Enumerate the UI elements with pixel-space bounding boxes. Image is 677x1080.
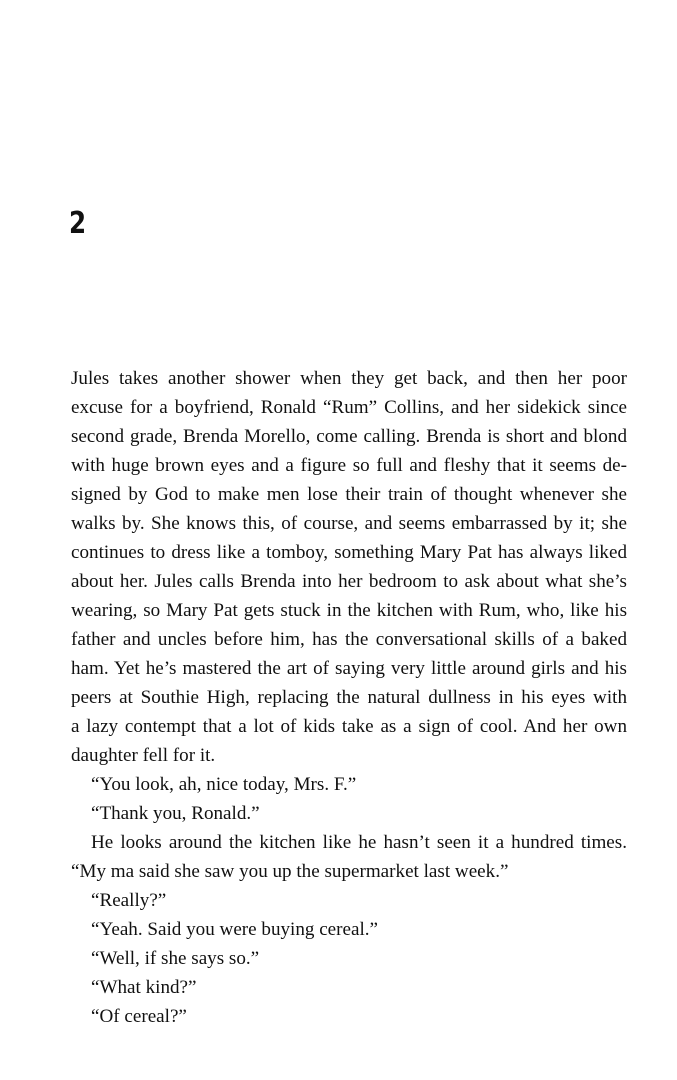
text-line: about her. Jules calls Brenda into her bedroom to ask about what she’s	[71, 571, 627, 592]
text-line: a lazy contempt that a lot of kids take as a sign of cool. And her own	[71, 716, 627, 737]
text-line: signed by God to make men lose their train of thought whenever she	[71, 484, 627, 505]
text-line: with huge brown eyes and a figure so full and fleshy that it seems de-	[71, 455, 627, 476]
text-line: continues to dress like a tomboy, something Mary Pat has always liked	[71, 542, 627, 563]
dialogue-line: “You look, ah, nice today, Mrs. F.”	[91, 774, 357, 795]
dialogue-line: “What kind?”	[91, 977, 197, 998]
dialogue-line: “My ma said she saw you up the supermarket last week.”	[71, 861, 509, 882]
dialogue-line: “Thank you, Ronald.”	[91, 803, 260, 824]
text-line: ham. Yet he’s mastered the art of saying very little around girls and his	[71, 658, 627, 679]
chapter-number: 2	[69, 206, 86, 241]
text-line: wearing, so Mary Pat gets stuck in the kitchen with Rum, who, like his	[71, 600, 627, 621]
body-text	[71, 364, 627, 1031]
dialogue-line: “Well, if she says so.”	[91, 948, 260, 969]
text-line: walks by. She knows this, of course, and seems embarrassed by it; she	[71, 513, 627, 534]
text-line: father and uncles before him, has the conversational skills of a baked	[71, 629, 627, 650]
dialogue-line: “Yeah. Said you were buying cereal.”	[91, 919, 379, 940]
text-line: second grade, Brenda Morello, come calling. Brenda is short and blond	[71, 426, 627, 447]
text-line: He looks around the kitchen like he hasn’t seen it a hundred times.	[91, 832, 627, 853]
text-line: peers at Southie High, replacing the natural dullness in his eyes with	[71, 687, 627, 708]
dialogue-line: “Of cereal?”	[91, 1006, 187, 1027]
text-line: daughter fell for it.	[71, 745, 216, 766]
text-line: Jules takes another shower when they get back, and then her poor	[71, 368, 627, 389]
text-line: excuse for a boyfriend, Ronald “Rum” Collins, and her sidekick since	[71, 397, 627, 418]
dialogue-line: “Really?”	[91, 890, 167, 911]
